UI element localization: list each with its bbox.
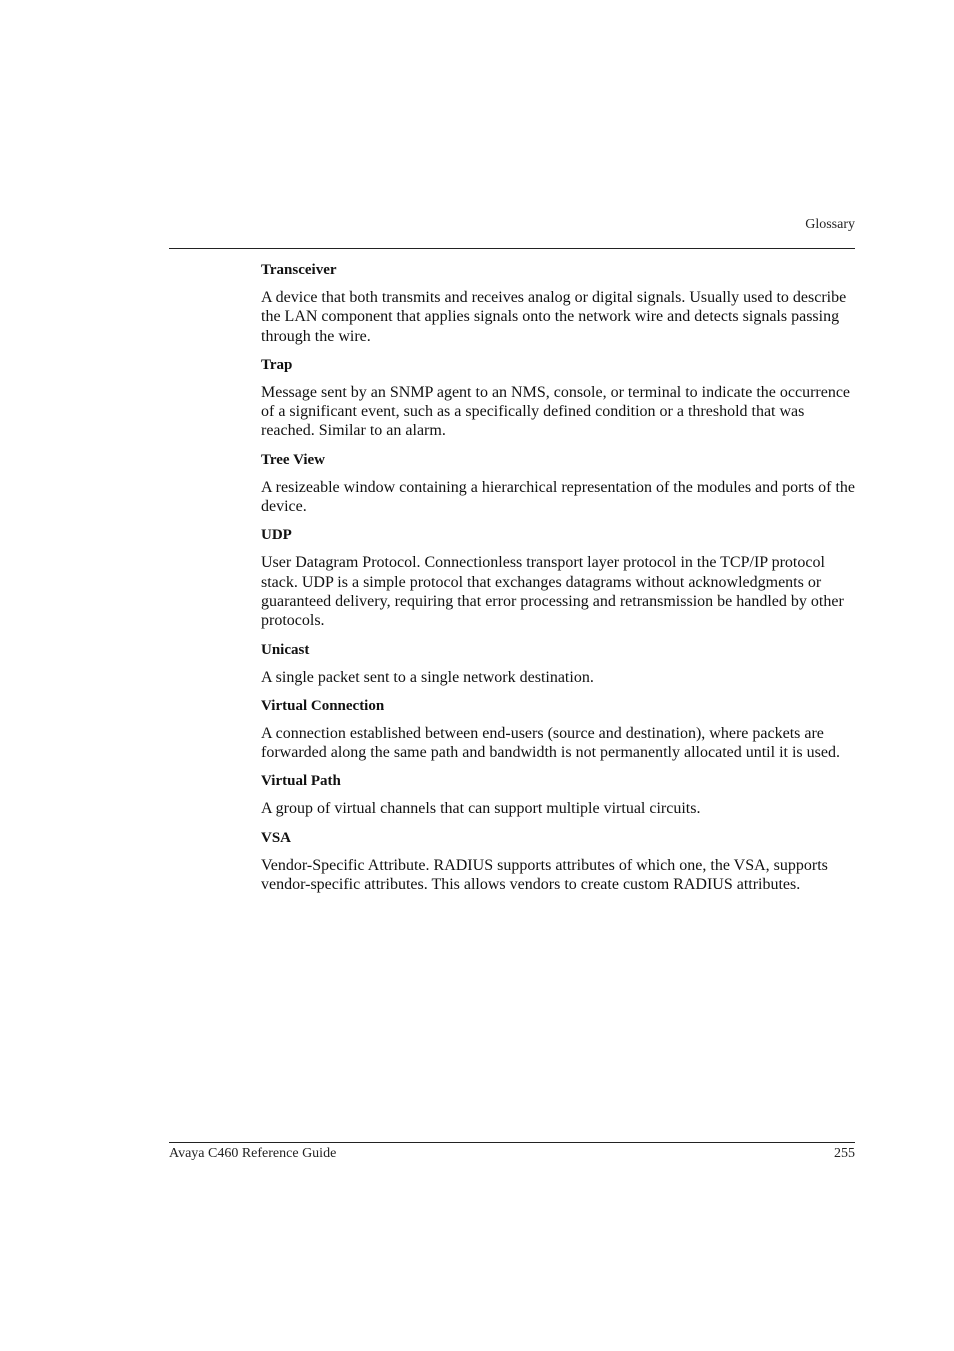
glossary-term: Trap (261, 356, 293, 373)
glossary-term: Virtual Connection (261, 697, 385, 714)
glossary-term: Virtual Path (261, 773, 341, 790)
glossary-definition: A group of virtual channels that can support multiple virtual circuits. (261, 800, 701, 818)
glossary-entry (261, 356, 855, 441)
glossary-definition: User Datagram Protocol. Connectionless transport layer protocol in the TCP/IP protocol stack. UDP is a simple protocol that exchanges datagrams without acknowledgments or guaranteed delivery, requiring that error processing and retransmission be handled by other protocols. (261, 554, 844, 630)
glossary-definition: Message sent by an SNMP agent to an NMS, console, or terminal to indicate the occurrence of a significant event, such as a specifically defined condition or a threshold that was reached. Similar to an alarm. (261, 383, 851, 440)
page-number: 255 (834, 1146, 855, 1161)
glossary-entry (261, 526, 855, 630)
glossary-entry (261, 641, 855, 687)
glossary-list (261, 261, 855, 904)
glossary-entry (261, 829, 855, 895)
section-title: Glossary (805, 217, 855, 232)
glossary-term: VSA (261, 829, 292, 846)
page-footer (169, 1142, 855, 1161)
glossary-entry (261, 772, 855, 818)
glossary-definition: A resizeable window containing a hierarchical representation of the modules and ports of the device. (261, 478, 856, 516)
glossary-definition: A device that both transmits and receives analog or digital signals. Usually used to describe the LAN component that applies signals onto the network wire and detects signals passing through the wire. (261, 289, 847, 345)
glossary-term: Transceiver (261, 262, 337, 278)
glossary-term: UDP (261, 527, 292, 544)
glossary-entry (261, 261, 855, 346)
glossary-entry (261, 697, 855, 763)
glossary-term: Tree View (261, 451, 326, 468)
document-title: Avaya C460 Reference Guide (169, 1146, 337, 1161)
page-header (169, 216, 855, 249)
glossary-definition: A connection established between end-users (source and destination), where packets are forwarded along the same path and bandwidth is not permanently allocated until it is used. (261, 724, 840, 762)
glossary-definition: A single packet sent to a single network destination. (261, 668, 594, 686)
glossary-definition: Vendor-Specific Attribute. RADIUS supports attributes of which one, the VSA, supports vendor-specific attributes. This allows vendors to create custom RADIUS attributes. (261, 856, 828, 894)
glossary-term: Unicast (261, 641, 310, 658)
glossary-entry (261, 451, 855, 517)
